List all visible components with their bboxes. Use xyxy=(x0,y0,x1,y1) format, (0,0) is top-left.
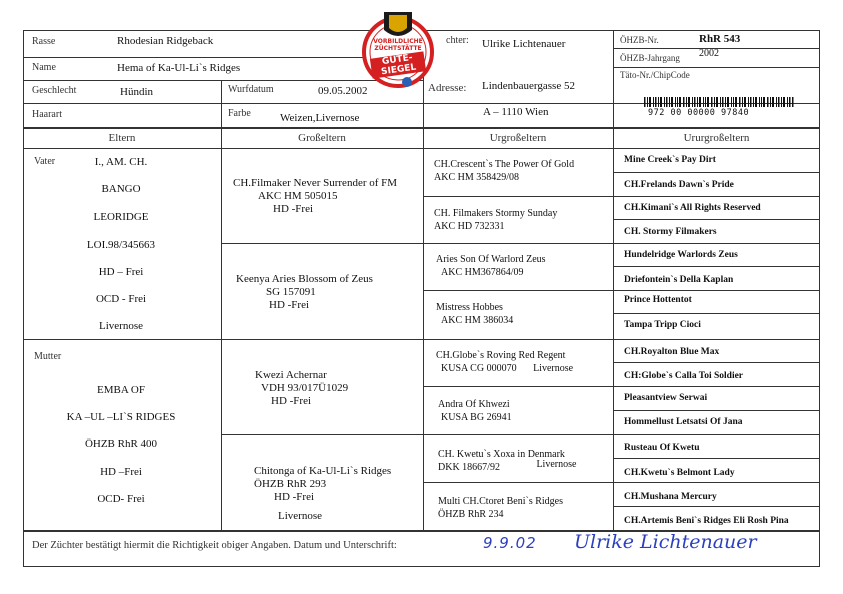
name-value: Hema of Ka-Ul-Li`s Ridges xyxy=(117,62,241,74)
mutter-line-name2: KA –UL –LI`S RIDGES xyxy=(66,411,176,423)
mutter-line-hd: HD –Frei xyxy=(100,466,142,478)
gg-grandparent-12: Hommellust Letsatsi Of Jana xyxy=(624,417,743,427)
rasse-value: Rhodesian Ridgeback xyxy=(117,35,214,47)
adresse-line1: Lindenbauergasse 52 xyxy=(482,80,575,92)
farbe-label: Farbe xyxy=(228,108,251,119)
column-ururgrosseltern: Ururgroßeltern xyxy=(683,132,750,144)
great-grandparent-3-name: Aries Son Of Warlord Zeus xyxy=(436,254,546,265)
vater-line-title: I., AM. CH. xyxy=(94,156,148,168)
gg-grandparent-5: Hundelridge Warlords Zeus xyxy=(624,250,738,260)
vater-line-hd: HD – Frei xyxy=(98,266,144,278)
mutter-line-reg: ÖHZB RhR 400 xyxy=(84,438,158,450)
great-grandparent-7-reg: DKK 18667/92 xyxy=(438,462,500,473)
great-grandparent-2-reg: AKC HD 732331 xyxy=(434,221,505,232)
great-grandparent-5 xyxy=(436,349,611,375)
footer-signature: Ulrike Lichtenauer xyxy=(574,531,757,553)
great-grandparent-1 xyxy=(434,158,609,184)
great-grandparent-4 xyxy=(436,301,611,327)
grandparent-3-reg: VDH 93/017Ü1029 xyxy=(261,382,349,394)
gg-grandparent-8: Tampa Tripp Cioci xyxy=(624,320,701,330)
great-grandparent-5-extra: Livernose xyxy=(533,363,574,374)
zuechter-value: Ulrike Lichtenauer xyxy=(482,38,566,50)
column-urgrosseltern: Urgroßeltern xyxy=(489,132,547,144)
wurfdatum-value: 09.05.2002 xyxy=(318,85,368,97)
grandparent-3-hd: HD -Frei xyxy=(271,395,312,407)
mutter-line-name1: EMBA OF xyxy=(97,384,145,396)
grandparent-2-reg: SG 157091 xyxy=(266,286,316,298)
gg-grandparent-4: CH. Stormy Filmakers xyxy=(624,227,717,237)
gg-grandparent-3: CH.Kimani`s All Rights Reserved xyxy=(624,203,761,213)
mutter-label: Mutter xyxy=(34,351,62,362)
grandparent-4-reg: ÖHZB RhR 293 xyxy=(254,478,327,490)
grandparent-1-hd: HD -Frei xyxy=(273,203,314,215)
vater-line-name1: BANGO xyxy=(101,183,141,195)
oehzb-nr-label: ÖHZB-Nr. xyxy=(620,35,659,45)
great-grandparent-5-name: CH.Globe`s Roving Red Regent xyxy=(436,350,566,361)
footer-date: 9.9.02 xyxy=(483,534,537,552)
wurfdatum-label: Wurfdatum xyxy=(228,84,274,95)
gg-grandparent-16: CH.Artemis Beni`s Ridges Eli Rosh Pina xyxy=(624,516,789,526)
great-grandparent-1-reg: AKC HM 358429/08 xyxy=(434,172,520,183)
gg-grandparent-7: Prince Hottentot xyxy=(624,295,692,305)
grandparent-2-name: Keenya Aries Blossom of Zeus xyxy=(236,273,373,285)
great-grandparent-6-reg: KUSA BG 26941 xyxy=(441,412,512,423)
great-grandparent-2 xyxy=(434,207,609,233)
great-grandparent-6 xyxy=(438,398,613,424)
vater-line-name2: LEORIDGE xyxy=(93,211,149,223)
mutter-line-ocd: OCD- Frei xyxy=(97,493,145,505)
great-grandparent-2-name: CH. Filmakers Stormy Sunday xyxy=(434,208,558,219)
vater-line-reg: LOI.98/345663 xyxy=(86,239,156,251)
grandparent-3 xyxy=(255,369,420,408)
chip-label: Täto-Nr./ChipCode xyxy=(620,70,690,80)
rasse-label: Rasse xyxy=(32,36,56,47)
gg-grandparent-14: CH.Kwetu`s Belmont Lady xyxy=(624,468,735,478)
adresse-label: Adresse: xyxy=(428,82,467,94)
grandparent-4-color: Livernose xyxy=(278,510,322,522)
seal-text-top: VORBILDLICHE ZÜCHTSTÄTTE xyxy=(373,38,423,52)
gg-grandparent-2: CH.Frelands Dawn`s Pride xyxy=(624,180,734,190)
haarart-label: Haarart xyxy=(32,109,62,120)
grandparent-1-reg: AKC HM 505015 xyxy=(258,190,338,202)
barcode-icon xyxy=(644,97,794,107)
great-grandparent-8-reg: ÖHZB RhR 234 xyxy=(438,509,504,520)
great-grandparent-4-reg: AKC HM 386034 xyxy=(441,315,514,326)
vater-label: Vater xyxy=(34,156,56,167)
great-grandparent-4-name: Mistress Hobbes xyxy=(436,302,503,313)
zuechter-label: chter: xyxy=(446,35,469,46)
grandparent-4-hd: HD -Frei xyxy=(274,491,315,503)
gg-grandparent-15: CH.Mushana Mercury xyxy=(624,492,717,502)
footer-statement: Der Züchter bestätigt hiermit die Richtigkeit obiger Angaben. Datum und Unterschrift: xyxy=(32,540,397,551)
grandparent-1-name: CH.Filmaker Never Surrender of FM xyxy=(233,177,398,189)
great-grandparent-7-name: CH. Kwetu`s Xoxa in Denmark xyxy=(438,449,565,460)
great-grandparent-3 xyxy=(436,253,611,279)
gg-grandparent-1: Mine Creek`s Pay Dirt xyxy=(624,155,716,165)
gg-grandparent-13: Rusteau Of Kwetu xyxy=(624,443,700,453)
great-grandparent-6-name: Andra Of Khwezi xyxy=(438,399,510,410)
great-grandparent-7-extra: Livernose xyxy=(536,459,577,470)
great-grandparent-8-name: Multi CH.Ctoret Beni`s Ridges xyxy=(438,496,563,507)
great-grandparent-7 xyxy=(438,448,613,474)
gg-grandparent-9: CH.Royalton Blue Max xyxy=(624,347,720,357)
gg-grandparent-10: CH:Globe`s Calla Toi Soldier xyxy=(624,371,744,381)
oehzb-nr-value: RhR 543 xyxy=(699,33,741,45)
oehzb-jahrgang-value: 2002 xyxy=(699,48,719,59)
grandparent-4 xyxy=(232,465,422,523)
column-eltern: Eltern xyxy=(108,132,136,144)
vater-line-ocd: OCD - Frei xyxy=(95,293,147,305)
quality-seal xyxy=(362,8,434,92)
grandparent-1 xyxy=(233,177,423,216)
vater-line-color: Livernose xyxy=(99,320,143,332)
great-grandparent-1-name: CH.Crescent`s The Power Of Gold xyxy=(434,159,575,170)
grandparent-2-hd: HD -Frei xyxy=(269,299,310,311)
farbe-value: Weizen,Livernose xyxy=(280,112,360,124)
chip-code: 972 00 00000 97840 xyxy=(648,108,750,118)
great-grandparent-8 xyxy=(438,495,613,521)
grandparent-4-name: Chitonga of Ka-Ul-Li`s Ridges xyxy=(254,465,392,477)
grandparent-3-name: Kwezi Achernar xyxy=(255,369,327,381)
gg-grandparent-11: Pleasantview Serwai xyxy=(624,393,708,403)
oehzb-jahrgang-label: ÖHZB-Jahrgang xyxy=(620,53,680,63)
geschlecht-value: Hündin xyxy=(120,86,153,98)
gg-grandparent-6: Driefontein`s Della Kaplan xyxy=(624,275,734,285)
great-grandparent-3-reg: AKC HM367864/09 xyxy=(441,267,524,278)
adresse-line2: A – 1110 Wien xyxy=(483,106,549,118)
seal-text-main: GÜTE-SIEGEL xyxy=(370,51,426,78)
name-label: Name xyxy=(32,62,56,73)
grandparent-2 xyxy=(236,273,421,312)
great-grandparent-5-reg: KUSA CG 000070 xyxy=(441,363,517,374)
column-grosseltern: Großeltern xyxy=(298,132,346,144)
geschlecht-label: Geschlecht xyxy=(32,85,77,96)
